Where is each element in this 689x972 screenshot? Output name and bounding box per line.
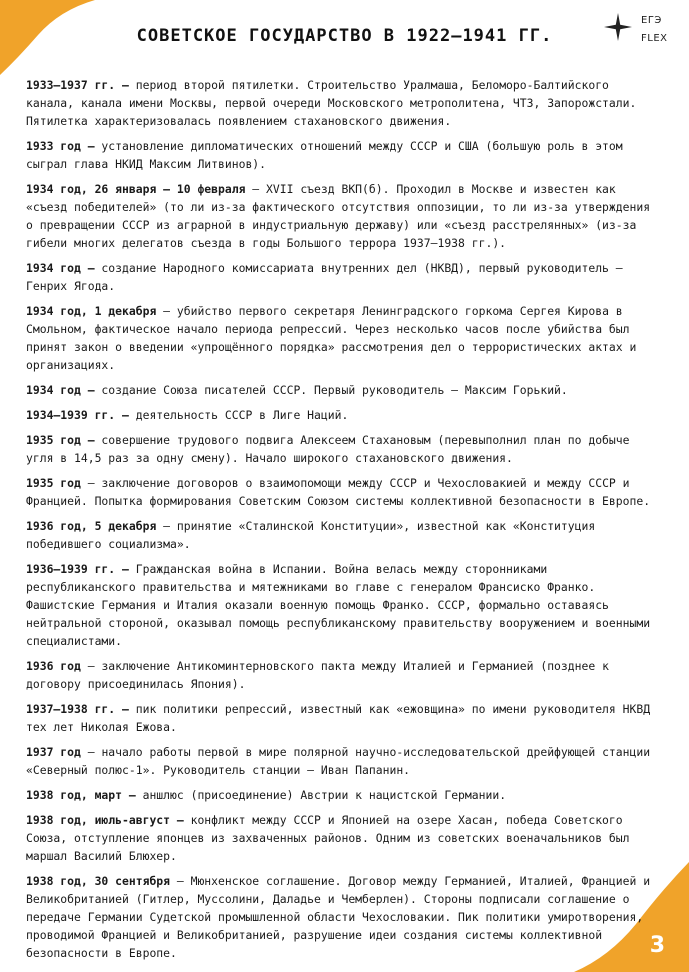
entry-date: 1934–1939 гг. – — [26, 408, 129, 422]
entry-date: 1933–1937 гг. – — [26, 78, 129, 92]
timeline-entry — [26, 76, 658, 130]
entry-date: 1936 год, 5 декабря — [26, 519, 157, 533]
timeline-entry — [26, 406, 658, 424]
timeline-entry — [26, 560, 658, 650]
entry-date: 1934 год – — [26, 261, 95, 275]
entry-text: совершение трудового подвига Алексеем Стахановым (перевыполнил план по добыче угля в 14,5 раз за одну смену). Начало широкого стахановского движения. — [26, 433, 630, 465]
entry-date: 1937 год — [26, 745, 81, 759]
logo-text-line-2: FLEX — [641, 33, 668, 44]
timeline-entry — [26, 302, 658, 374]
timeline-entry — [26, 259, 658, 295]
entry-date: 1935 год — [26, 476, 81, 490]
entry-text: аншлюс (присоединение) Австрии к нацистской Германии. — [135, 788, 507, 802]
timeline-entry — [26, 431, 658, 467]
entry-text: период второй пятилетки. Строительство Уралмаша, Беломоро-Балтийского канала, канала имени Москвы, первой очереди Московского метрополитена, ЧТЗ, Запорожстали. Пятилетка характеризовалась появлением стахановского движения. — [26, 78, 637, 128]
timeline-entry — [26, 657, 658, 693]
entry-text: создание Союза писателей СССР. Первый руководитель – Максим Горький. — [94, 383, 568, 397]
entry-date: 1937–1938 гг. – — [26, 702, 129, 716]
entry-date: 1933 год – — [26, 139, 95, 153]
entry-text: – убийство первого секретаря Ленинградского горкома Сергея Кирова в Смольном, фактическое начало периода репрессий. Через несколько часов после убийства был принят закон о введении «упрощённого порядка» рассмотрения дел о террористических актах и организациях. — [26, 304, 637, 372]
entry-text: – заключение Антикоминтерновского пакта между Италией и Германией (позднее к договору присоединилась Япония). — [26, 659, 609, 691]
entry-date: 1934 год – — [26, 383, 95, 397]
timeline-entry — [26, 786, 658, 804]
timeline-entry — [26, 137, 658, 173]
entry-date: 1936 год — [26, 659, 81, 673]
entry-text: – заключение договоров о взаимопомощи между СССР и Чехословакией и между СССР и Францией. Попытка формирования Советским Союзом системы коллективной безопасности в Европе. — [26, 476, 651, 508]
entry-text: пик политики репрессий, известный как «ежовщина» по имени руководителя НКВД тех лет Николая Ежова. — [26, 702, 651, 734]
timeline-entry — [26, 381, 658, 399]
entry-text: Гражданская война в Испании. Война велась между сторонниками республиканского правительства и мятежниками во главе с генералом Франсиско Франко. Фашистские Германия и Италия оказали военную помощь Франко. СССР, формально оставаясь нейтральной стороной, оказывал помощь республиканскому правительству вооружением и военными специалистами. — [26, 562, 651, 648]
entry-date: 1938 год, июль-август – — [26, 813, 184, 827]
entry-date: 1935 год – — [26, 433, 95, 447]
timeline-entry — [26, 872, 658, 962]
entry-date: 1938 год, март – — [26, 788, 136, 802]
entry-text: – начало работы первой в мире полярной научно-исследовательской дрейфующей станции «Северный полюс-1». Руководитель станции – Иван Папанин. — [26, 745, 651, 777]
entry-text: – Мюнхенское соглашение. Договор между Германией, Италией, Францией и Великобританией (Гитлер, Муссолини, Даладье и Чемберлен). Стороны подписали соглашение о передаче Германии Судетской промышленной области Чехословакии. Пик политики умиротворения, проводимой Францией и Великобританией, разрушение идеи создания системы коллективной безопасности в Европе. — [26, 874, 651, 960]
timeline-entry — [26, 700, 658, 736]
timeline-entry — [26, 180, 658, 252]
entry-date: 1936–1939 гг. – — [26, 562, 129, 576]
entry-date: 1934 год, 1 декабря — [26, 304, 157, 318]
entry-text: деятельность СССР в Лиге Наций. — [128, 408, 349, 422]
timeline-entry — [26, 517, 658, 553]
entry-text: – XVII съезд ВКП(б). Проходил в Москве и известен как «съезд победителей» (то ли из-за фактического отсутствия оппозиции, то ли из-за утверждения о превращении СССР из аграрной в индустриальную державу) или «съезд расстрелянных» (из-за гибели многих делегатов съезда в годы Большого террора 1937–1938 гг.). — [26, 182, 651, 250]
entry-date: 1934 год, 26 января – 10 февраля — [26, 182, 246, 196]
timeline-entry — [26, 743, 658, 779]
logo-text-line-1: ЕГЭ — [641, 15, 662, 26]
timeline-entry — [26, 474, 658, 510]
page-number: 3 — [649, 933, 665, 958]
timeline-entry — [26, 811, 658, 865]
entry-text: установление дипломатических отношений между СССР и США (большую роль в этом сыграл глава НКИД Максим Литвинов). — [26, 139, 623, 171]
entry-text: – принятие «Сталинской Конституции», известной как «Конституция победившего социализма». — [26, 519, 596, 551]
timeline-list — [26, 76, 658, 969]
entry-date: 1938 год, 30 сентября — [26, 874, 171, 888]
entry-text: создание Народного комиссариата внутренних дел (НКВД), первый руководитель – Генрих Ягода. — [26, 261, 623, 293]
page-title: СОВЕТСКОЕ ГОСУДАРСТВО В 1922–1941 ГГ. — [136, 26, 553, 46]
entry-text: конфликт между СССР и Японией на озере Хасан, победа Советского Союза, отступление японцев из захваченных районов. Одним из советских военачальников был маршал Василий Блюхер. — [26, 813, 630, 863]
